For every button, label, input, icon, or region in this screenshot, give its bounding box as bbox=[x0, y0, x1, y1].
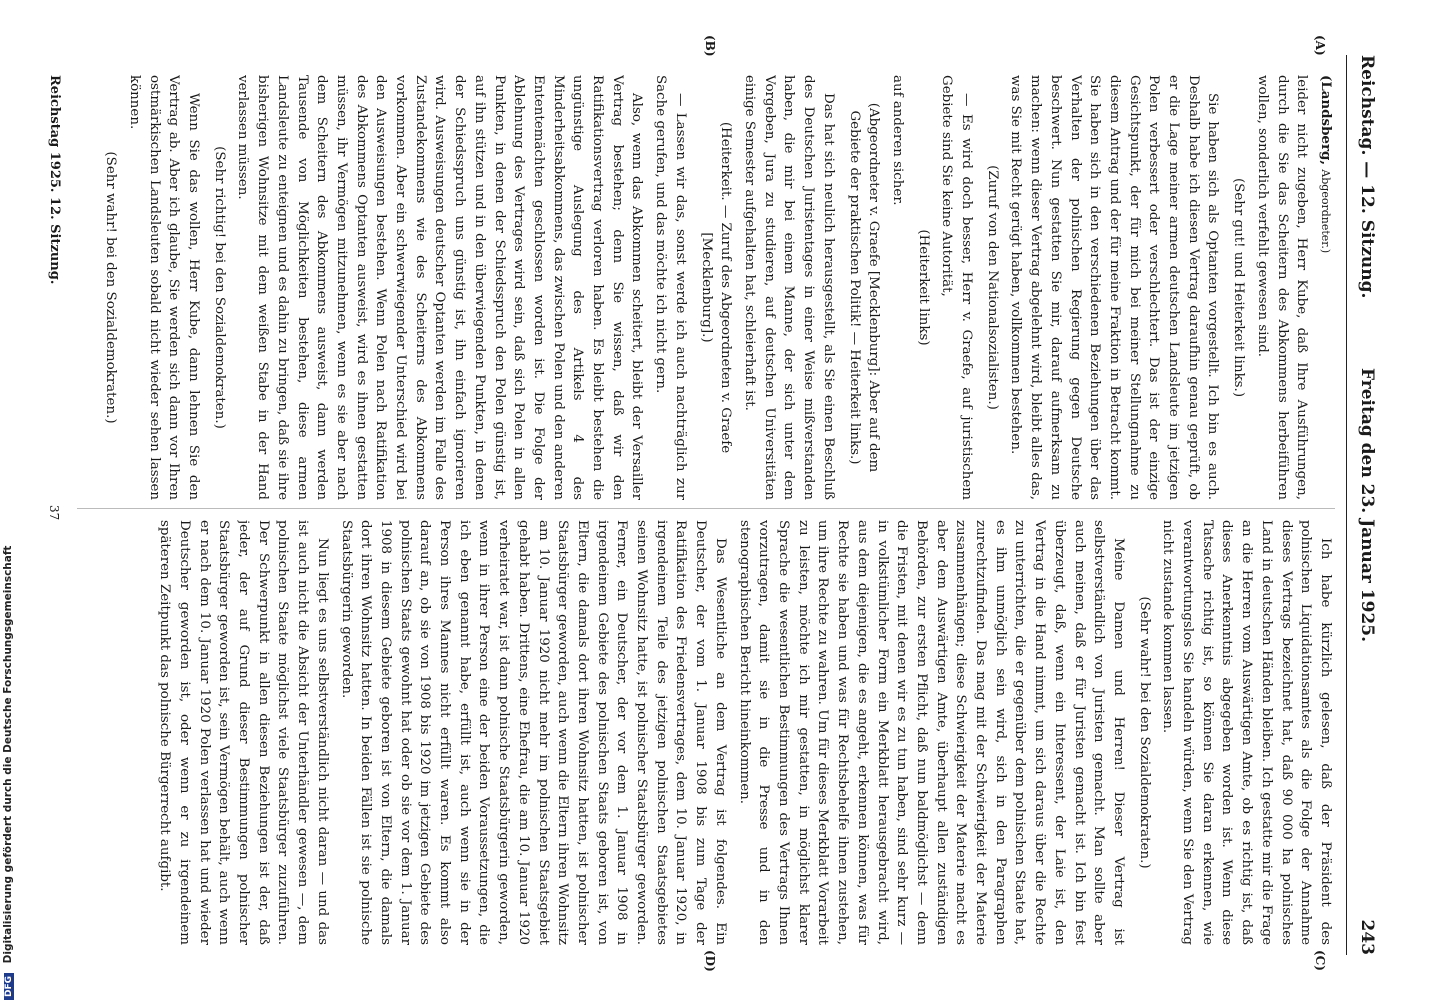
speaker-name: (Landsberg, bbox=[1318, 75, 1334, 166]
paragraph: Das Wesentliche an dem Vertrag ist folgendes. Ein Deutscher, der vom 1. Januar 1908 bis zum Tage der Ratifikation des Friedensvertrages, dem 10. Januar 1920, in irgendeinem Teile des jetzigen polnischen Staatsgebietes seinen Wohnsitz hatte, ist polnischer Staatsbürger geworden. Ferner, ein Deutscher, der vor dem 1. Januar 1908 in irgendeinem Gebiete des polnischen Staats geboren ist, von Eltern, die damals dort ihren Wohnsitz hatten, ist polnischer Staatsbürger geworden, auch wenn die Eltern ihren Wohnsitz am 10. Januar 1920 nicht mehr im polnischen Staatsgebiet gehabt haben. Drittens, eine Ehefrau, die am 10. Januar 1920 verheiratet war, ist dann polnische Staatsbürgerin geworden, wenn in ihrer Person eine der beiden Voraussetzungen, die ich eben genannt habe, erfüllt ist, auch wenn sie in der Person ihres Mannes nicht erfüllt waren. Es kommt also darauf an, ob sie von 1908 bis 1920 im jetzigen Gebiete des polnischen Staats gewohnt hat oder ob sie vor dem 1. Januar 1908 in diesem Gebiete geboren ist von Eltern, die damals dort ihren Wohnsitz hatten. In beiden Fällen ist sie polnische Staatsbürgerin geworden. bbox=[338, 520, 728, 945]
paragraph: Meine Damen und Herren! Dieser Vertrag ist selbstverständlich von Juristen gemacht. Man sollte aber auch meinen, daß er für Juristen gemacht ist. Ich bin fest überzeugt, daß, wenn ein Interessent, der Laie ist, den Vertrag in die Hand nimmt, um sich daraus über die Rechte zu unterrichten, die er gegenüber dem polnischen Staate hat, es ihm unmöglich sein wird, sich in den Paragraphen zurechtzufinden. Das mag mit der Schwierigkeit der Materie zusammenhängen; diese Schwierigkeit der Materie macht es aber dem Auswärtigen Amte, überhaupt allen zuständigen Behörden, zur ersten Pflicht, daß nun baldmöglichst — denn die Fristen, mit denen wir es zu tun haben, sind sehr kurz — in volkstümlicher Form ein Merkblatt herausgebracht wird, aus dem diejenigen, die es angeht, erkennen können, was für Rechte sie haben und was für Rechtsbehelfe ihnen zustehen, um ihre Rechte zu wahren. Um für dieses Merkblatt Vorarbeit zu leisten, möchte ich mir gestatten, in möglichst klarer Sprache die wesentlichen Bestimmungen des Vertrags Ihnen vorzutragen, damit sie in die Presse und in den stenographischen Bericht hineinkommen. bbox=[736, 520, 1126, 945]
margin-mark-c: (C) bbox=[1313, 950, 1327, 971]
paragraph: Wenn Sie das wollen, Herr Kube, dann lehnen Sie den Vertrag ab. Aber ich glaube, Sie werden sich dann vor Ihren ostmärkischen Landsleuten sobald nicht wieder sehen lassen können. bbox=[126, 75, 202, 500]
header-rule bbox=[1346, 55, 1347, 955]
paragraph: — Lassen wir das, sonst werde ich auch nachträglich zur Sache gerufen, und das möchte ich nicht gern. bbox=[653, 75, 688, 500]
header-session: Reichstag. — 12. Sitzung. bbox=[1357, 55, 1377, 299]
dfg-logo-icon: DFG bbox=[4, 973, 14, 1000]
paragraph: auf anderen sicher. bbox=[889, 75, 905, 206]
interjection: (Abgeordneter v. Graefe [Mecklenburg]: Aber auf dem Gebiete der praktischen Politik! — Heiterkeit links.) bbox=[846, 102, 882, 473]
paragraph: — Es wird doch besser, Herr v. Graefe, auf juristischem Gebiete sind Sie keine Autorität, bbox=[939, 75, 975, 500]
margin-mark-b: (B) bbox=[703, 35, 717, 57]
speaker-role: Abgeordneter.) bbox=[1319, 169, 1332, 254]
speaker-line bbox=[1315, 75, 1335, 500]
interjection: (Sehr richtig! bei den Sozialdemokraten.) bbox=[211, 146, 227, 429]
margin-mark-a: (A) bbox=[1313, 35, 1327, 56]
credit-text: Digitalisierung gefördert durch die Deutsche Forschungsgemeinschaft bbox=[2, 545, 14, 964]
paragraph: Ich habe kürzlich gelesen, daß der Präsident des polnischen Liquidationsamtes als die Folge der Annahme dieses Vertrags bezeichnet hat, daß 90 000 ha polnisches Land in deutschen Händen bleiben. Ich gestatte mir die Frage an die Herren vom Auswärtigen Amte, ob es richtig ist, daß dieses Anerkenntnis abgegeben worden ist. Wenn diese Tatsache richtig ist, so können Sie daran erkennen, wie verantwortungslos Sie handeln würden, wenn Sie den Vertrag nicht zustande kommen lassen. bbox=[1160, 520, 1333, 945]
footer-sheet-number: 37 bbox=[47, 505, 61, 521]
column-divider bbox=[77, 508, 1335, 509]
interjection: (Heiterkeit. — Zuruf des Abgeordneten v. Graefe [Mecklenburg].) bbox=[698, 121, 734, 454]
paragraph: Das hat sich neulich herausgestellt, als Sie einen Beschluß des Deutschen Juristentages in einer Weise mißverstanden haben, die mir bei einem Manne, der sich unter dem Vorgeben, Jura zu studieren, auf deutschen Universitäten einige Semester aufgehalten hat, schleierhaft ist. bbox=[742, 75, 836, 500]
page-number: 243 bbox=[1357, 919, 1377, 955]
header-date: Freitag den 23. Januar 1925. bbox=[1357, 367, 1377, 643]
interjection: (Heiterkeit links) bbox=[915, 229, 931, 346]
funding-credit bbox=[2, 0, 16, 1000]
interjection: (Zuruf von den Nationalsozialisten.) bbox=[984, 165, 1000, 410]
interjection: (Sehr wahr! bei den Sozialdemokraten.) bbox=[103, 151, 119, 424]
paragraph: Nun liegt es uns selbstverständlich nicht daran — und das ist auch nicht die Absicht der Unterhändler gewesen —, dem polnischen Staate möglichst viele Staatsbürger zuzuführen. Der Schwerpunkt in allen diesen Beziehungen ist der, daß jeder, der auf Grund dieser Bestimmungen polnischer Staatsbürger geworden ist, sein Vermögen behält, auch wenn er nach dem 10. Januar 1920 Polen verlassen hat und wieder Deutscher geworden ist, oder wenn er zu irgendeinem späteren Zeitpunkt das polnische Bürgerrecht aufgibt. bbox=[157, 520, 330, 945]
rotated-page bbox=[17, 25, 1417, 985]
page-header bbox=[1349, 55, 1377, 955]
left-column bbox=[77, 75, 1335, 500]
paragraph: Also, wenn das Abkommen scheitert, bleibt der Versailler Vertrag bestehen; denn Sie wissen, daß wir den Ratifikationsvertrag verloren haben. Es bleibt bestehen die ungünstige Auslegung des Artikels 4 des Minderheitsabkommens, das zwischen Polen und den anderen Ententemächten geschlossen worden ist. Die Folge der Ablehnung des Vertrages wird sein, daß sich Polen in allen Punkten, in denen der Schiedsspruch den Polen günstig ist, auf ihn stützen und in den überwiegenden Punkten, in denen der Schiedsspruch uns günstig ist, ihn einfach ignorieren wird. Ausweisungen deutscher Optanten werden im Falle des Zustandekommens wie des Scheiterns des Abkommens vorkommen. Aber ein schwerwiegender Unterschied wird bei den Ausweisungen bestehen. Wenn Polen nach Ratifikation des Abkommens Optanten ausweist, wird es ihnen gestatten müssen, ihr Vermögen mitzunehmen, wenn es sie aber nach dem Scheitern des Abkommens ausweist, dann werden Tausende von Möglichkeiten bestehen, diese armen Landsleute zu enteignen und es dahin zu bringen, daß sie ihre bisherigen Wohnsitze mit dem weißen Stabe in der Hand verlassen müssen. bbox=[235, 75, 645, 500]
interjection: (Sehr wahr! bei den Sozialdemokraten.) bbox=[1136, 596, 1152, 869]
margin-mark-d: (D) bbox=[703, 950, 717, 972]
paragraph: leider nicht zugeben, Herr Kube, daß Ihre Ausführungen, durch die Sie das Scheitern des Abkommens herbeiführen wollen, sonderlich verfehlt gewesen sind. bbox=[1254, 75, 1310, 500]
footer-session: Reichstag 1925. 12. Sitzung. bbox=[47, 75, 62, 285]
interjection: (Sehr gut! und Heiterkeit links.) bbox=[1231, 177, 1247, 398]
right-column bbox=[77, 520, 1335, 945]
paragraph: Sie haben sich als Optanten vorgestellt. Ich bin es auch. Deshalb habe ich diesen Vertrag daraufhin genau geprüft, ob er die Lage meiner armen deutschen Landsleute im jetzigen Polen verbessert oder verschlechtert. Das ist der einzige Gesichtspunkt, der für mich bei meiner Stellungnahme zu diesem Antrag und der für meine Fraktion in Betracht kommt. Sie haben sich in den verschiedenen Beziehungen über das Verhalten der polnischen Regierung gegen Deutsche beschwert. Nun gestatten Sie mir, darauf aufmerksam zu machen: wenn dieser Vertrag abgelehnt wird, bleibt alles das, was Sie mit Recht gerügt haben, vollkommen bestehen. bbox=[1008, 75, 1221, 500]
